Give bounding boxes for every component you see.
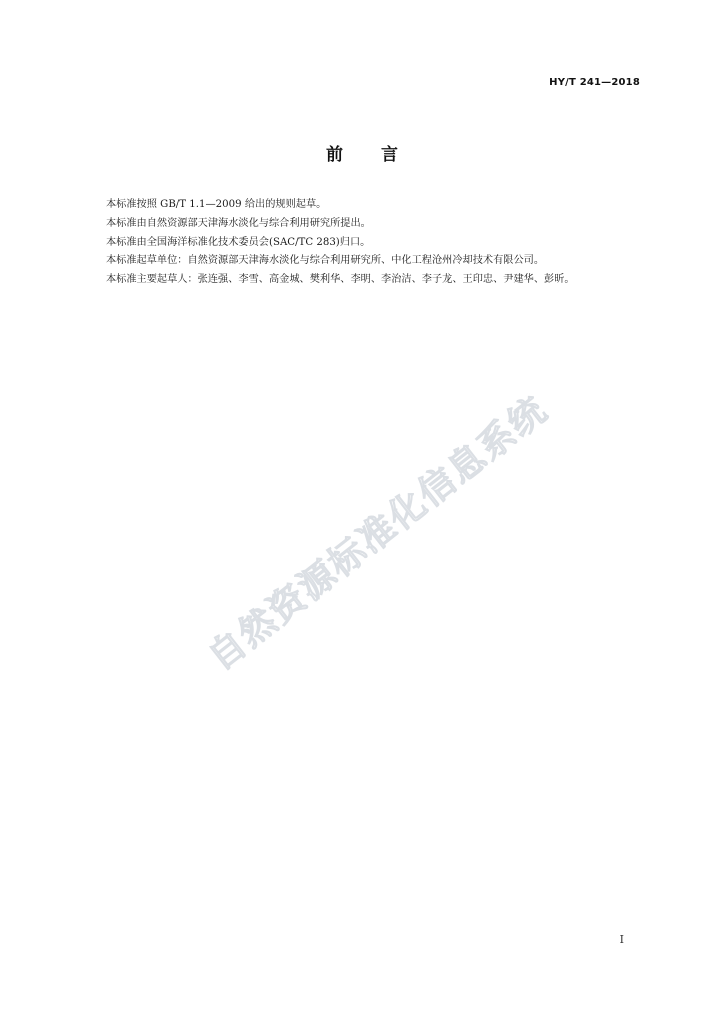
title-char-1: 前 [326,145,343,165]
foreword-body [106,196,646,290]
paragraph-centralized-by: 本标准由全国海洋标准化技术委员会(SAC/TC 283)归口。 [106,236,371,248]
paragraph-drafters: 本标准主要起草人：张连强、李雪、高金城、樊利华、李明、李治洁、李子龙、王印忠、尹建华、彭昕。 [106,274,575,286]
page-title [0,140,724,165]
paragraph-drafting-rules: 本标准按照 GB/T 1.1—2009 给出的规则起草。 [106,199,327,210]
paragraph-drafting-units: 本标准起草单位：自然资源部天津海水淡化与综合利用研究所、中化工程沧州冷却技术有限公司。 [106,255,545,267]
watermark: 自然资源标准化信息系统 [200,388,556,679]
paragraph-proposed-by: 本标准由自然资源部天津海水淡化与综合利用研究所提出。 [106,217,371,229]
standard-code: HY/T 241—2018 [549,77,640,88]
page-number: I [619,933,624,946]
title-char-2: 言 [381,145,398,165]
